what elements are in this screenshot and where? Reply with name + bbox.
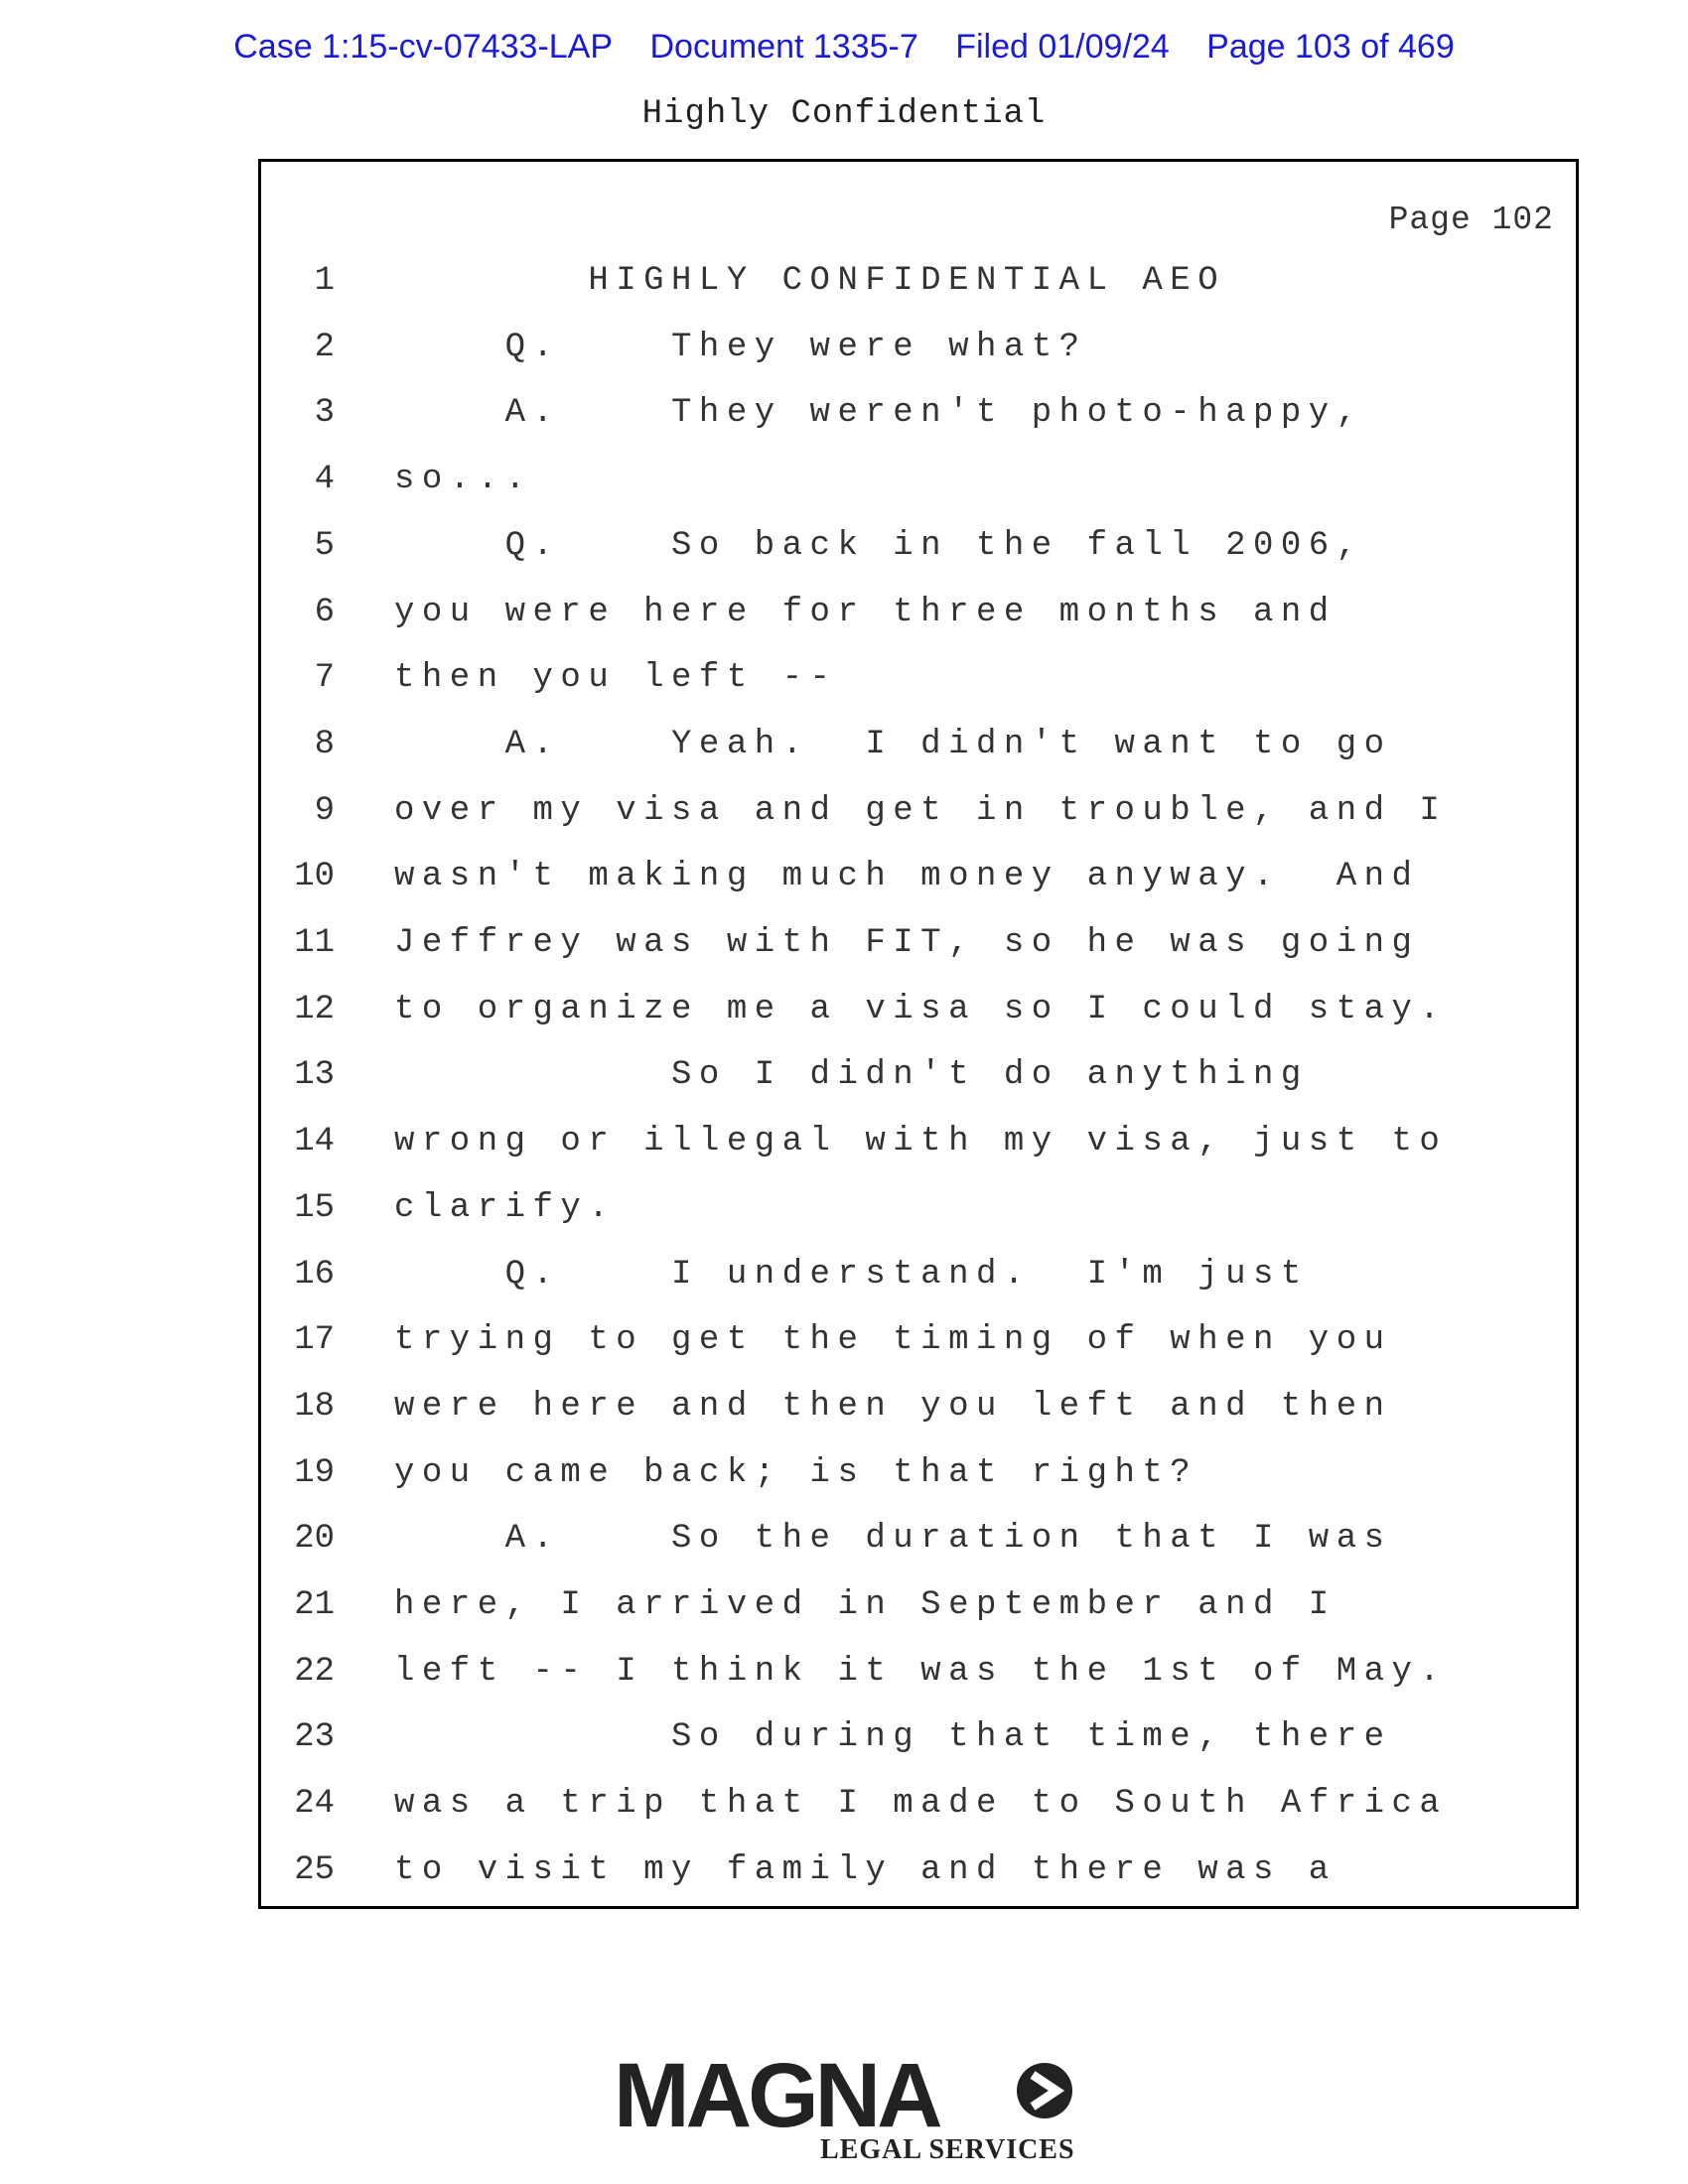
line-text: trying to get the timing of when you bbox=[394, 1321, 1392, 1360]
case-number: Case 1:15-cv-07433-LAP bbox=[233, 28, 614, 66]
line-text: Q. So back in the fall 2006, bbox=[394, 526, 1364, 565]
transcript-line bbox=[261, 1519, 1552, 1559]
line-text: So during that time, there bbox=[394, 1718, 1392, 1757]
transcript-line bbox=[261, 393, 1552, 433]
transcript-line bbox=[261, 328, 1552, 367]
line-text: wrong or illegal with my visa, just to bbox=[394, 1123, 1448, 1161]
line-text: HIGHLY CONFIDENTIAL AEO bbox=[394, 262, 1226, 300]
line-text: then you left -- bbox=[394, 659, 838, 698]
line-number: 10 bbox=[294, 858, 335, 896]
line-number: 7 bbox=[314, 659, 335, 698]
line-text: A. So the duration that I was bbox=[394, 1520, 1392, 1559]
line-text: A. Yeah. I didn't want to go bbox=[394, 725, 1392, 763]
line-number: 4 bbox=[314, 461, 335, 499]
transcript-line bbox=[261, 1652, 1552, 1692]
line-text: were here and then you left and then bbox=[394, 1387, 1392, 1426]
transcript-page bbox=[258, 159, 1579, 1909]
transcript-line bbox=[261, 990, 1552, 1029]
transcript-line bbox=[261, 1320, 1552, 1360]
transcript-line bbox=[261, 460, 1552, 499]
line-number: 25 bbox=[294, 1850, 335, 1889]
case-header bbox=[0, 28, 1688, 67]
transcript-line bbox=[261, 1585, 1552, 1625]
line-text: Q. I understand. I'm just bbox=[394, 1255, 1309, 1294]
transcript-line bbox=[261, 791, 1552, 831]
line-number: 17 bbox=[294, 1321, 335, 1360]
filed-date: Filed 01/09/24 bbox=[955, 28, 1170, 66]
line-text: A. They weren't photo-happy, bbox=[394, 394, 1364, 433]
transcript-line bbox=[261, 593, 1552, 632]
line-number: 16 bbox=[294, 1255, 335, 1294]
arrow-circle-icon bbox=[1017, 2063, 1072, 2118]
line-number: 22 bbox=[294, 1652, 335, 1691]
transcript-page-number: Page 102 bbox=[1388, 202, 1554, 238]
line-text: to visit my family and there was a bbox=[394, 1850, 1336, 1889]
transcript-line bbox=[261, 1850, 1552, 1890]
transcript-line bbox=[261, 1453, 1552, 1493]
line-text: to organize me a visa so I could stay. bbox=[394, 990, 1448, 1028]
line-number: 2 bbox=[314, 328, 335, 366]
line-number: 1 bbox=[314, 262, 335, 300]
magna-logo bbox=[614, 2045, 1080, 2164]
page-count: Page 103 of 469 bbox=[1206, 28, 1455, 66]
transcript-line bbox=[261, 658, 1552, 698]
transcript-line bbox=[261, 923, 1552, 963]
transcript-line bbox=[261, 261, 1552, 301]
line-number: 8 bbox=[314, 725, 335, 763]
logo-wordmark: MAGNA bbox=[614, 2045, 939, 2146]
transcript-line bbox=[261, 1255, 1552, 1295]
transcript-line bbox=[261, 857, 1552, 896]
transcript-line bbox=[261, 1717, 1552, 1757]
line-number: 15 bbox=[294, 1188, 335, 1227]
transcript-line bbox=[261, 725, 1552, 764]
line-number: 20 bbox=[294, 1520, 335, 1559]
line-text: Q. They were what? bbox=[394, 328, 1087, 366]
line-text: so... bbox=[394, 461, 533, 499]
transcript-line bbox=[261, 1122, 1552, 1161]
logo-tagline: LEGAL SERVICES bbox=[820, 2134, 1075, 2164]
transcript-line bbox=[261, 526, 1552, 566]
line-number: 14 bbox=[294, 1123, 335, 1161]
line-number: 3 bbox=[314, 394, 335, 433]
line-number: 21 bbox=[294, 1586, 335, 1624]
transcript-line bbox=[261, 1055, 1552, 1095]
transcript-line bbox=[261, 1188, 1552, 1228]
line-text: here, I arrived in September and I bbox=[394, 1586, 1336, 1624]
line-number: 5 bbox=[314, 526, 335, 565]
line-number: 23 bbox=[294, 1718, 335, 1757]
line-text: wasn't making much money anyway. And bbox=[394, 858, 1420, 896]
line-number: 18 bbox=[294, 1387, 335, 1426]
document-number: Document 1335-7 bbox=[649, 28, 918, 66]
transcript-line bbox=[261, 1387, 1552, 1427]
line-number: 9 bbox=[314, 791, 335, 830]
line-number: 6 bbox=[314, 593, 335, 631]
line-text: left -- I think it was the 1st of May. bbox=[394, 1652, 1448, 1691]
line-text: was a trip that I made to South Africa bbox=[394, 1785, 1448, 1824]
line-number: 11 bbox=[294, 924, 335, 962]
line-number: 13 bbox=[294, 1056, 335, 1095]
line-number: 12 bbox=[294, 990, 335, 1028]
line-text: you were here for three months and bbox=[394, 593, 1336, 631]
line-text: Jeffrey was with FIT, so he was going bbox=[394, 924, 1420, 962]
line-text: over my visa and get in trouble, and I bbox=[394, 791, 1448, 830]
line-text: clarify. bbox=[394, 1188, 617, 1227]
confidentiality-header: Highly Confidential bbox=[641, 95, 1047, 133]
transcript-line bbox=[261, 1784, 1552, 1824]
line-text: you came back; is that right? bbox=[394, 1453, 1198, 1492]
line-text: So I didn't do anything bbox=[394, 1056, 1309, 1095]
line-number: 24 bbox=[294, 1785, 335, 1824]
line-number: 19 bbox=[294, 1453, 335, 1492]
